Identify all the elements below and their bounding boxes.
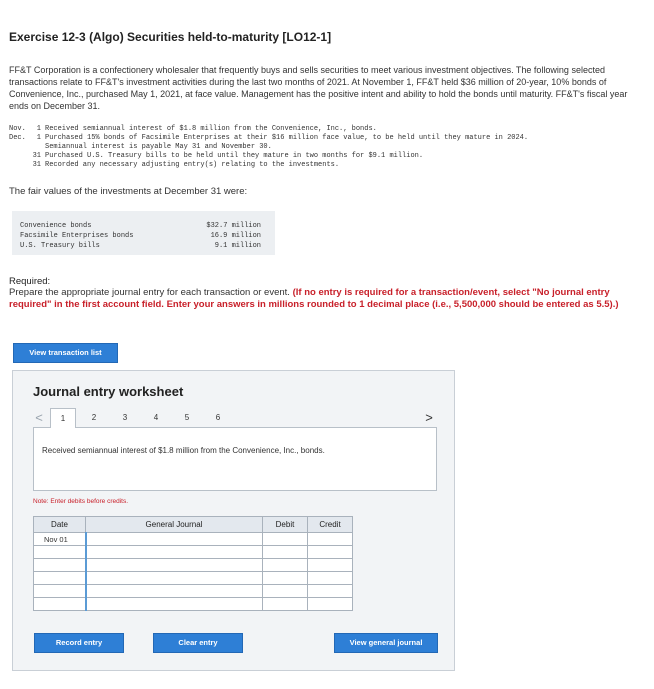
transaction-row [9,161,649,170]
credit-input[interactable] [308,572,353,585]
fair-value-row [20,231,267,241]
fair-value-name: Facsimile Enterprises bonds [20,232,134,240]
transaction-description-panel [33,428,437,491]
transaction-month: Dec. [9,134,26,142]
credit-input[interactable] [308,533,353,546]
date-cell [34,572,86,585]
date-header: Date [34,517,86,533]
account-input[interactable] [86,546,263,559]
transaction-row [9,134,649,143]
table-row [34,559,353,572]
fair-values-table [12,211,275,255]
record-entry-button[interactable]: Record entry [34,633,124,653]
transaction-text: Received semiannual interest of $1.8 million from the Convenience, Inc., bonds. [45,125,377,133]
general-journal-header: General Journal [86,517,263,533]
account-input[interactable] [86,585,263,598]
intro-paragraph: FF&T Corporation is a confectionery wholesaler that frequently buys and sells securities to meet various investment objectives. The following selected transactions relate to FF&T's investment activities during the last two months of 2021. At November 1, FF&T held $36 million of 20-year, 10% bonds of Convenience, Inc., purchased May 1, 2021, at face value. Management has the positive intent and ability to hold the bonds until maturity. FF&T's fiscal year ends on December 31. [9,65,628,111]
fair-value-name: U.S. Treasury bills [20,242,100,250]
credit-input[interactable] [308,546,353,559]
account-input[interactable] [86,533,263,546]
debit-input[interactable] [263,572,308,585]
table-row [34,585,353,598]
fair-value-name: Convenience bonds [20,222,92,230]
debit-input[interactable] [263,533,308,546]
page-tab-4[interactable]: 4 [153,413,159,422]
exercise-title: Exercise 12-3 (Algo) Securities held-to-maturity [LO12-1] [9,30,332,44]
table-row [34,546,353,559]
transaction-row [9,143,649,152]
date-cell [34,585,86,598]
table-row [34,572,353,585]
transaction-month: Nov. [9,125,26,133]
journal-table [33,516,353,611]
worksheet-pagination [13,408,454,428]
credit-input[interactable] [308,559,353,572]
transaction-text: Purchased U.S. Treasury bills to be held until they mature in two months for $9.1 million. [45,152,424,160]
account-input[interactable] [86,572,263,585]
debit-input[interactable] [263,546,308,559]
fair-value-row [20,241,267,251]
required-emphasis: (If no entry is required for a transaction/event, select "No journal entry required" in the first account field. Enter your answers in millions rounded to 1 decimal place (i.e., 5,500,000 should be entered as 5.5).) [9,287,619,310]
transaction-row [9,125,649,134]
date-cell: Nov 01 [34,533,86,546]
credit-input[interactable] [308,585,353,598]
credit-input[interactable] [308,598,353,611]
debit-input[interactable] [263,559,308,572]
page-tab-2[interactable]: 2 [91,413,97,422]
account-input[interactable] [86,598,263,611]
transaction-row [9,152,649,161]
journal-entry-worksheet [12,370,455,671]
transaction-day: 31 [32,152,41,160]
date-cell [34,598,86,611]
transaction-day: 1 [36,125,41,133]
chevron-right-icon[interactable]: > [425,410,433,425]
clear-entry-button[interactable]: Clear entry [153,633,243,653]
table-row [34,533,353,546]
required-text: Prepare the appropriate journal entry for each transaction or event. [9,287,293,298]
page-tab-6[interactable]: 6 [215,413,221,422]
transaction-day: 1 [36,134,41,142]
page-tab-3[interactable]: 3 [122,413,128,422]
worksheet-note: Note: Enter debits before credits. [33,498,129,505]
required-label: Required: [9,276,51,287]
view-transaction-list-button[interactable]: View transaction list [13,343,118,363]
transaction-description: Received semiannual interest of $1.8 million from the Convenience, Inc., bonds. [42,446,325,455]
credit-header: Credit [308,517,353,533]
page-tab-1[interactable]: 1 [50,408,76,428]
date-cell [34,546,86,559]
view-general-journal-button[interactable]: View general journal [334,633,438,653]
table-row [34,598,353,611]
fair-values-intro: The fair values of the investments at December 31 were: [9,186,248,197]
fair-value-amount: $32.7 million [206,222,261,230]
transaction-text: Purchased 15% bonds of Facsimile Enterprises at their $16 million face value, to be held until they mature in 2024. [45,134,529,142]
debit-input[interactable] [263,585,308,598]
transaction-day: 31 [32,161,41,169]
date-cell [34,559,86,572]
worksheet-title: Journal entry worksheet [33,384,184,399]
chevron-left-icon[interactable]: < [35,410,43,425]
transaction-text: Semiannual interest is payable May 31 and November 30. [45,143,272,151]
transaction-month [9,161,31,170]
fair-value-amount: 16.9 million [210,232,261,240]
debit-input[interactable] [263,598,308,611]
page-tab-5[interactable]: 5 [184,413,190,422]
required-instructions [9,287,645,310]
transaction-month [9,152,31,161]
fair-value-amount: 9.1 million [214,242,261,250]
transaction-list [9,125,649,170]
transaction-text: Recorded any necessary adjusting entry(s) relating to the investments. [45,161,340,169]
account-input[interactable] [86,559,263,572]
fair-value-row [20,221,267,231]
debit-header: Debit [263,517,308,533]
